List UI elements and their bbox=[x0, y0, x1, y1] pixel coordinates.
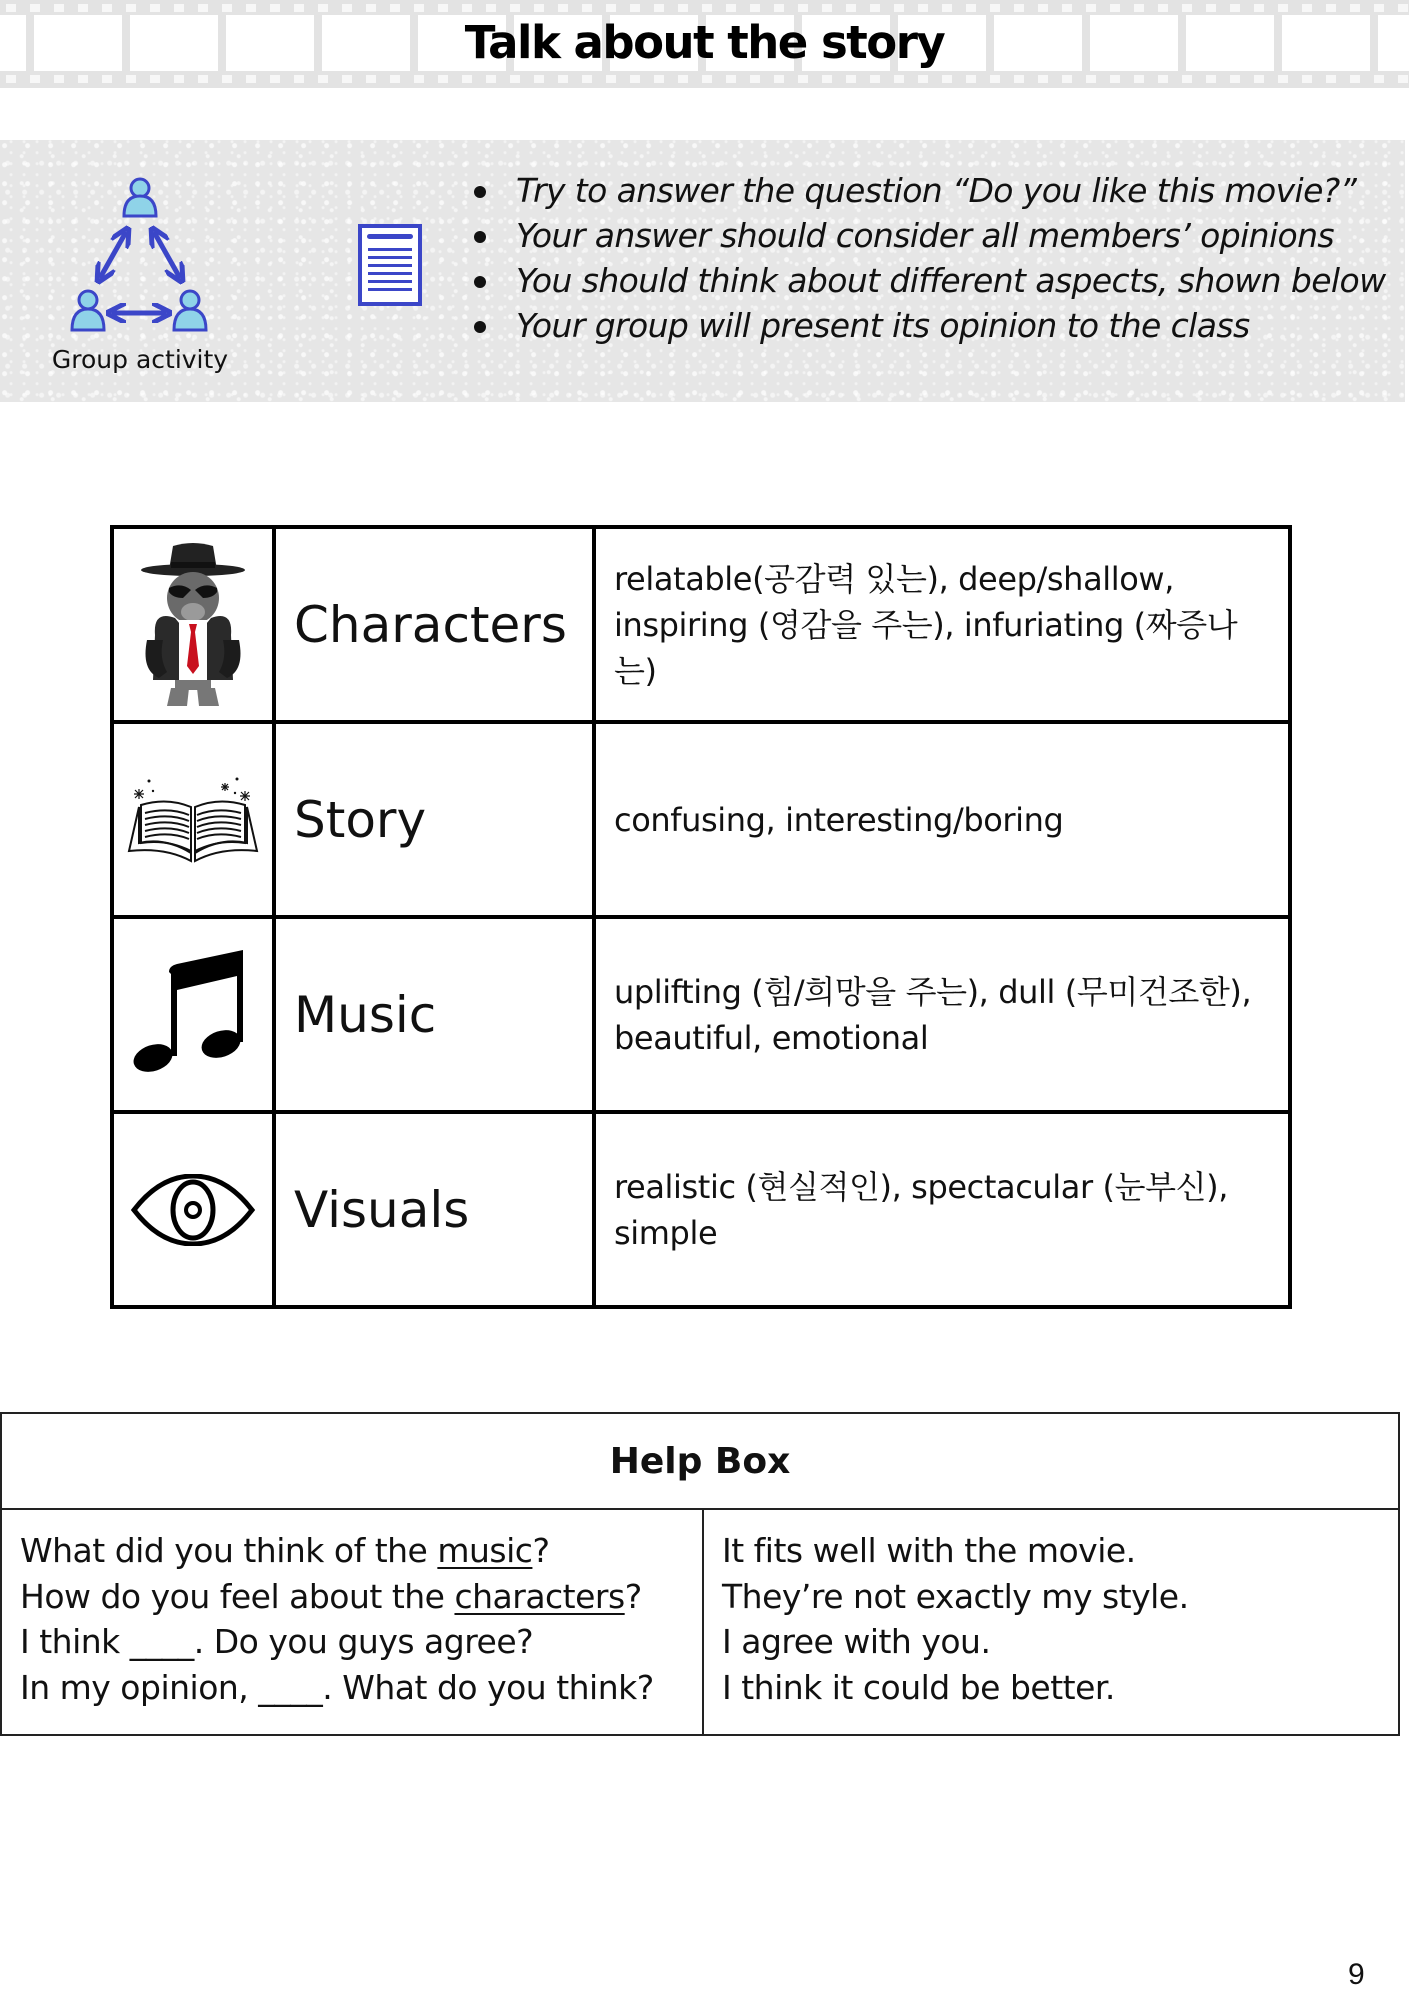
help-responses bbox=[704, 1510, 1398, 1734]
help-question: In my opinion, ____. What do you think? bbox=[20, 1667, 654, 1707]
music-notes-icon bbox=[133, 950, 253, 1080]
aspect-description: realistic (현실적인), spectacular (눈부신), simple bbox=[594, 1112, 1290, 1307]
aspect-icon-cell bbox=[112, 917, 274, 1112]
open-book-icon bbox=[125, 777, 261, 863]
instruction-list bbox=[472, 168, 1385, 348]
aspect-row-characters bbox=[112, 527, 1290, 722]
aspect-row-story bbox=[112, 722, 1290, 917]
aspect-name: Story bbox=[274, 722, 594, 917]
instruction-item: Your answer should consider all members’ opinions bbox=[472, 213, 1385, 258]
aspect-description: relatable(공감력 있는), deep/shallow, inspiring (영감을 주는), infuriating (짜증나는) bbox=[594, 527, 1290, 722]
aspect-row-music bbox=[112, 917, 1290, 1112]
aspect-description: confusing, interesting/boring bbox=[594, 722, 1290, 917]
instruction-item: Your group will present its opinion to the class bbox=[472, 303, 1385, 348]
document-lines-icon bbox=[358, 224, 422, 306]
help-question: I think ____. Do you guys agree? bbox=[20, 1622, 534, 1661]
help-box bbox=[0, 1412, 1400, 1736]
aspect-icon-cell bbox=[112, 722, 274, 917]
gorilla-detective-icon bbox=[133, 540, 253, 710]
help-response: It fits well with the movie. bbox=[722, 1531, 1136, 1570]
help-question: How do you feel about the characters? bbox=[20, 1576, 642, 1616]
eye-icon bbox=[130, 1174, 256, 1246]
help-response: I agree with you. bbox=[722, 1622, 991, 1661]
aspects-table bbox=[110, 525, 1292, 1309]
instruction-item: You should think about different aspects, shown below bbox=[472, 258, 1385, 303]
aspect-description: uplifting (힘/희망을 주는), dull (무미건조한), beautiful, emotional bbox=[594, 917, 1290, 1112]
aspect-icon-cell bbox=[112, 1112, 274, 1307]
page-title: Talk about the story bbox=[464, 16, 945, 69]
aspect-row-visuals bbox=[112, 1112, 1290, 1307]
aspect-name: Visuals bbox=[274, 1112, 594, 1307]
page-number: 9 bbox=[1348, 1958, 1365, 1991]
help-response: I think it could be better. bbox=[722, 1667, 1115, 1707]
group-activity-label: Group activity bbox=[51, 345, 229, 374]
aspect-name: Characters bbox=[274, 527, 594, 722]
help-response: They’re not exactly my style. bbox=[722, 1576, 1189, 1616]
instruction-band bbox=[0, 140, 1405, 402]
aspect-name: Music bbox=[274, 917, 594, 1112]
instruction-item: Try to answer the question “Do you like this movie?” bbox=[472, 168, 1385, 213]
help-questions bbox=[2, 1510, 704, 1734]
help-question: What did you think of the music? bbox=[20, 1531, 550, 1570]
group-activity-icon bbox=[60, 170, 220, 340]
help-box-title: Help Box bbox=[2, 1414, 1398, 1510]
aspect-icon-cell bbox=[112, 527, 274, 722]
